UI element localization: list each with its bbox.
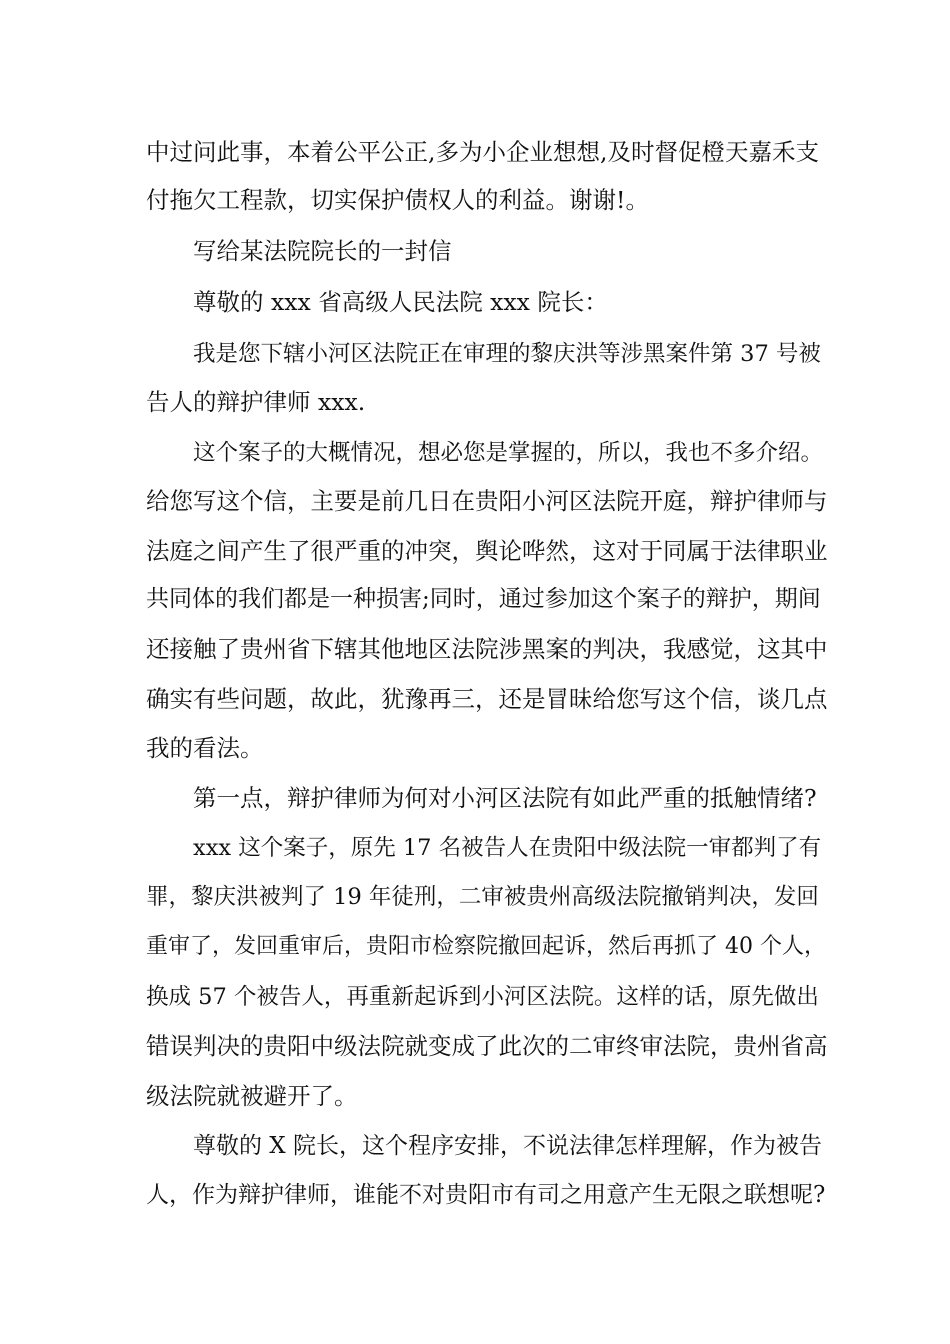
text-line: 中过问此事，本着公平公正,多为小企业想想,及时督促橙天嘉禾支	[146, 138, 819, 166]
text-line: 还接触了贵州省下辖其他地区法院涉黑案的判决，我感觉，这其中	[146, 635, 828, 663]
text-line: 这个案子的大概情况，想必您是掌握的，所以，我也不多介绍。	[193, 440, 824, 466]
text-line: 确实有些问题，故此，犹豫再三，还是冒昧给您写这个信，谈几点	[146, 685, 828, 713]
text-line: 人，作为辩护律师，谁能不对贵阳市有司之用意产生无限之联想呢?	[146, 1182, 826, 1208]
letter-salutation: 尊敬的 xxx 省高级人民法院 xxx 院长：	[193, 288, 608, 316]
text-line: 罪，黎庆洪被判了 19 年徒刑，二审被贵州高级法院撤销判决，发回	[146, 884, 819, 910]
text-line: 我是您下辖小河区法院正在审理的黎庆洪等涉黑案件第 37 号被	[193, 341, 821, 367]
text-line: 告人的辩护律师 xxx.	[146, 388, 366, 416]
text-line: 错误判决的贵阳中级法院就变成了此次的二审终审法院，贵州省高	[146, 1032, 828, 1060]
text-line: 第一点，辩护律师为何对小河区法院有如此严重的抵触情绪?	[193, 784, 817, 812]
text-line: 共同体的我们都是一种损害;同时，通过参加这个案子的辩护，期间	[146, 586, 821, 612]
text-line: 级法院就被避开了。	[146, 1082, 358, 1110]
text-line: 法庭之间产生了很严重的冲突，舆论哗然，这对于同属于法律职业	[146, 537, 828, 565]
text-line: 给您写这个信，主要是前几日在贵阳小河区法院开庭，辩护律师与	[146, 487, 828, 515]
text-line: 换成 57 个被告人，再重新起诉到小河区法院。这样的话，原先做出	[146, 984, 819, 1010]
text-line: 重审了，发回重审后，贵阳市检察院撤回起诉，然后再抓了 40 个人，	[146, 934, 826, 959]
text-line: xxx 这个案子，原先 17 名被告人在贵阳中级法院一审都判了有	[193, 835, 822, 861]
text-line: 付拖欠工程款，切实保护债权人的利益。谢谢!。	[146, 186, 649, 214]
text-line: 我的看法。	[146, 734, 264, 762]
text-line: 尊敬的 X 院长，这个程序安排，不说法律怎样理解，作为被告	[193, 1133, 822, 1159]
section-title: 写给某法院院长的一封信	[193, 237, 452, 265]
